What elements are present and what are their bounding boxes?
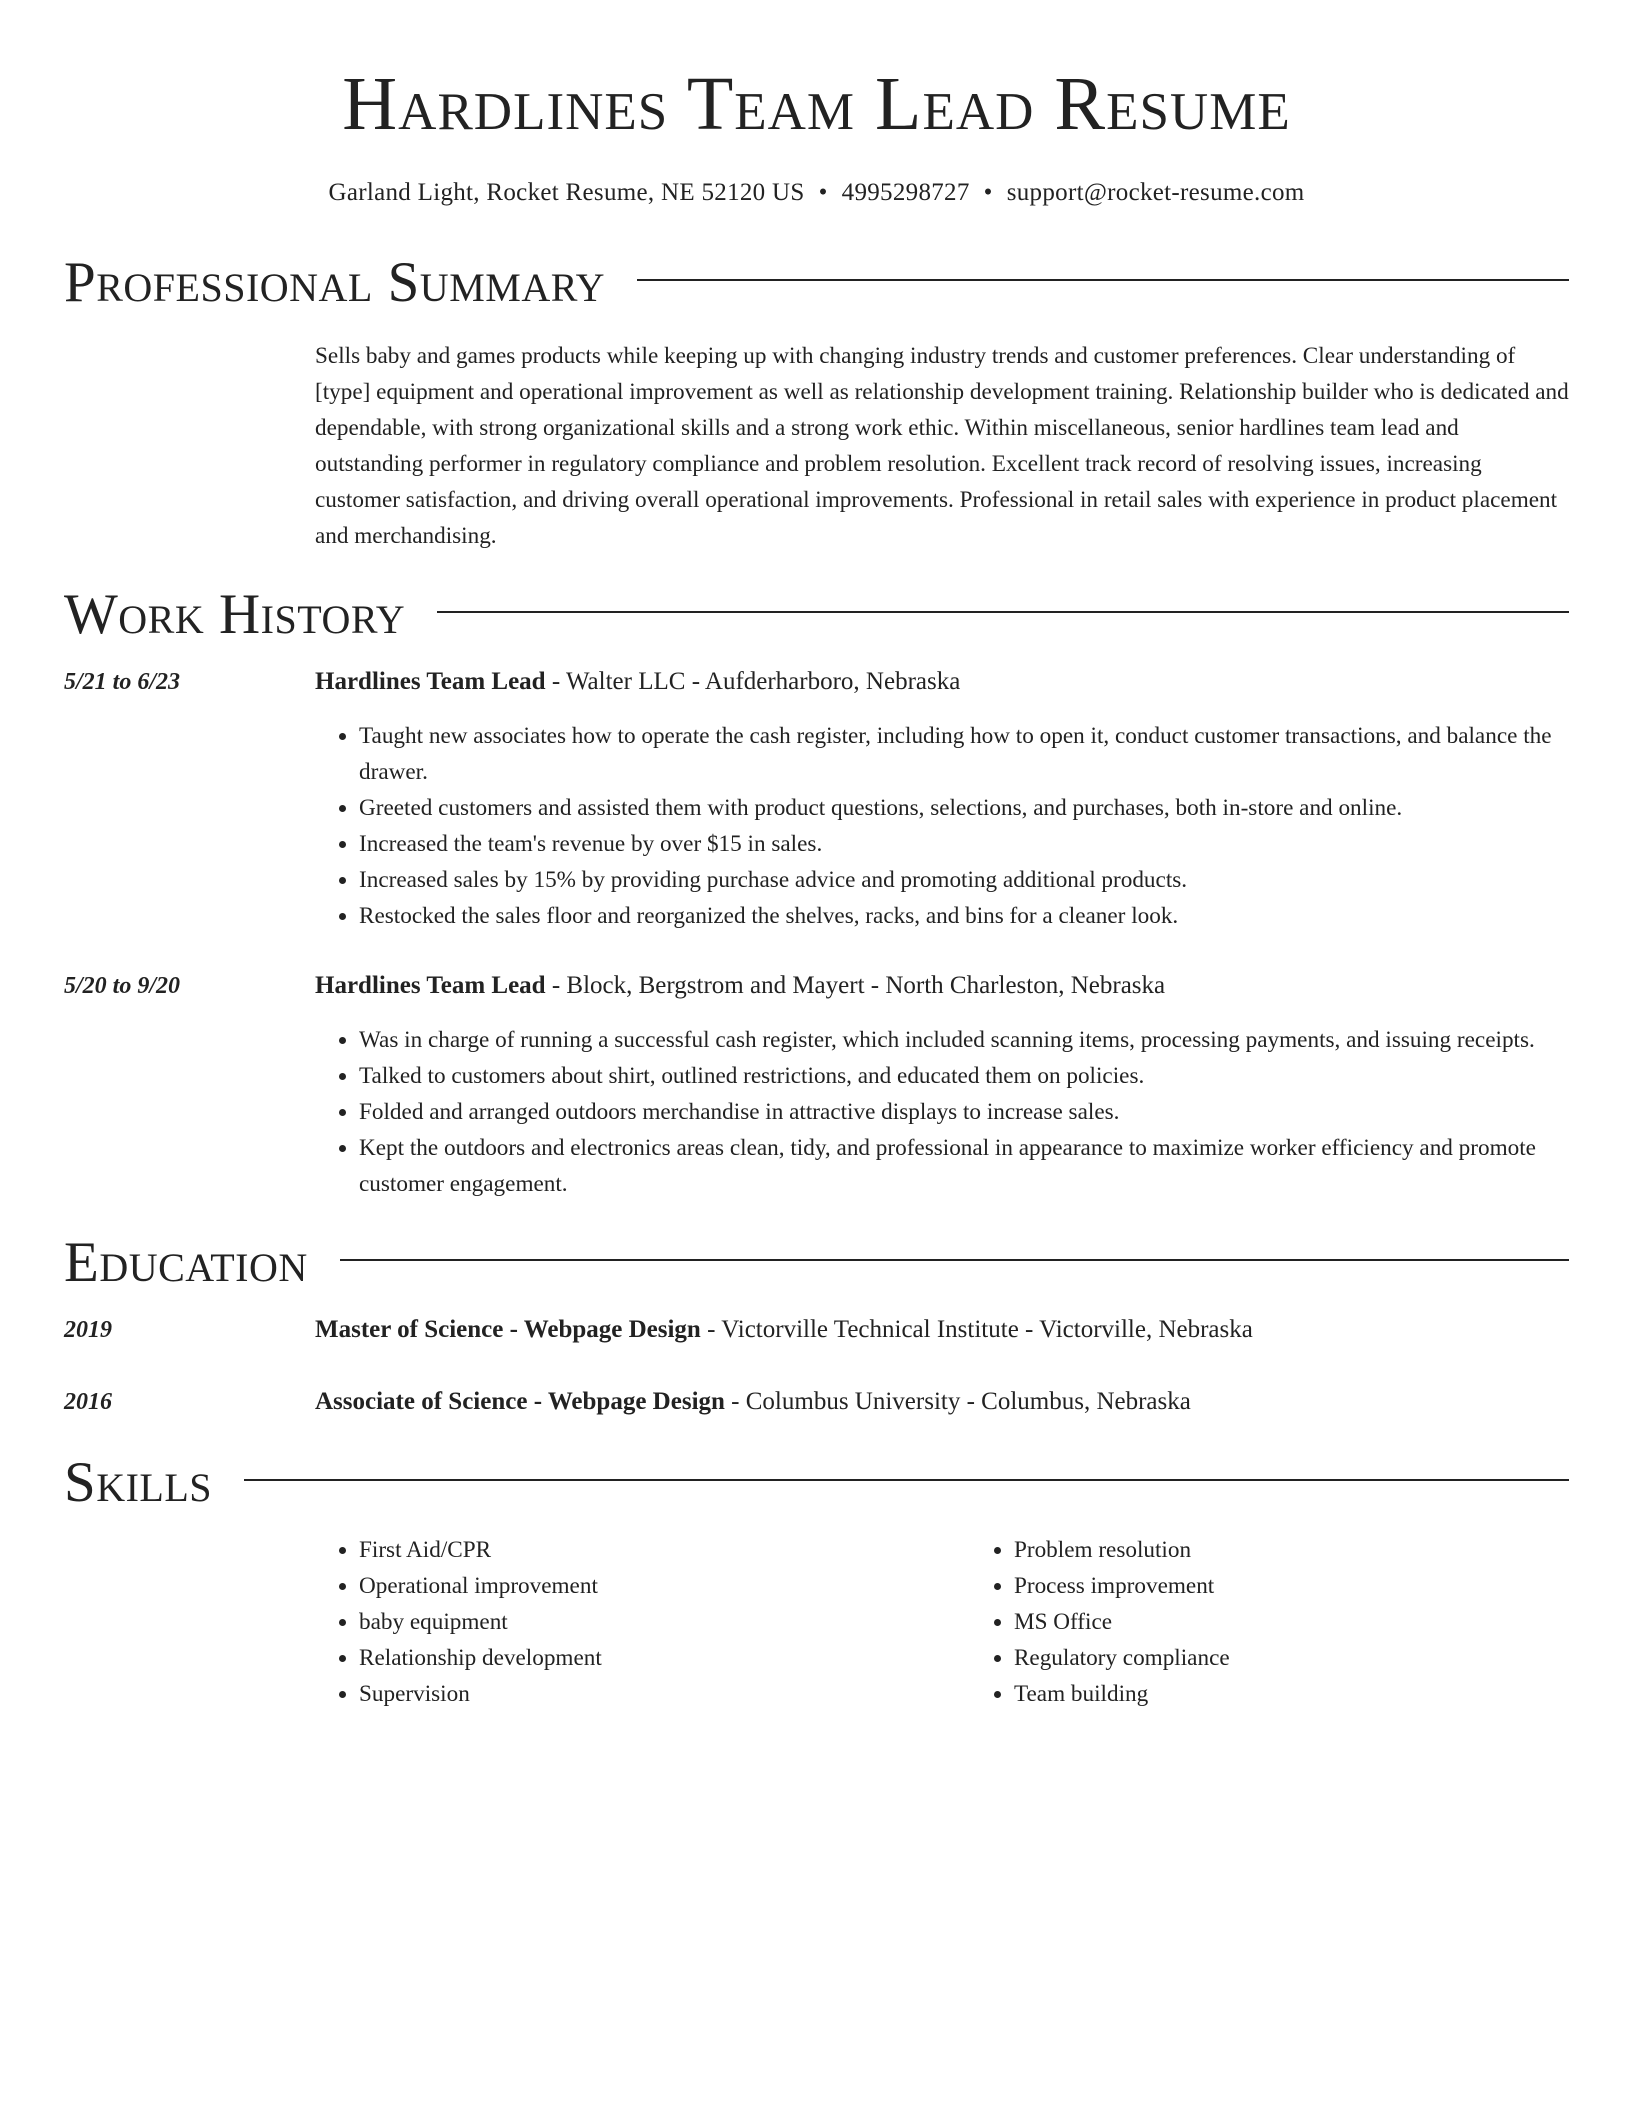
job-bullet: • Increased the team's revenue by over $15 in sales. [359,826,1569,862]
education-entry [64,1312,1569,1348]
education-school: - Columbus University - Columbus, Nebraska [724,1388,1191,1415]
education-degree: Associate of Science - Webpage Design [315,1388,725,1415]
skills-heading: Skills [64,1451,213,1514]
job-dates: 5/20 to 9/20 [64,973,181,999]
job-dates: 5/21 to 6/23 [64,669,181,695]
job-bullet: • Increased sales by 15% by providing purchase advice and promoting additional products. [359,862,1569,898]
education-detail [315,1384,1191,1420]
summary-section-header [64,248,1569,318]
skill-item: • baby equipment [359,1604,924,1640]
job-title: Hardlines Team Lead [315,972,546,999]
skill-item: • Relationship development [359,1640,924,1676]
education-year: 2016 [64,1389,112,1415]
contact-address: Garland Light, Rocket Resume, NE 52120 US [328,179,805,206]
resume-page [64,0,1569,1712]
education-school: - Victorville Technical Institute - Victorville, Nebraska [700,1316,1253,1343]
job-title-line [315,664,1569,700]
job-entry [64,968,1569,1202]
job-employer: - Block, Bergstrom and Mayert - North Charleston, Nebraska [545,972,1166,999]
contact-line [64,178,1569,208]
education-heading: Education [64,1231,308,1294]
education-section-header [64,1228,1569,1298]
skills-section-header [64,1448,1569,1518]
skills-column-right [970,1532,1569,1712]
job-entry [64,664,1569,934]
job-bullet: • Restocked the sales floor and reorganized the shelves, racks, and bins for a cleaner look. [359,898,1569,934]
section-divider [637,279,1569,281]
work-heading: Work History [64,583,406,646]
skills-column-left [315,1532,924,1712]
job-body [315,664,1569,934]
skill-item: • Team building [1014,1676,1569,1712]
job-bullet: • Taught new associates how to operate the cash register, including how to open it, conduct customer transactions, and balance the drawer. [359,718,1569,790]
job-bullet: • Talked to customers about shirt, outlined restrictions, and educated them on policies. [359,1058,1569,1094]
contact-separator: • [818,179,828,206]
job-bullet: • Greeted customers and assisted them with product questions, selections, and purchases, both in-store and online. [359,790,1569,826]
contact-email: support@rocket-resume.com [1006,179,1305,206]
contact-separator: • [983,179,993,206]
job-employer: - Walter LLC - Aufderharboro, Nebraska [545,668,961,695]
contact-phone: 4995298727 [841,179,970,206]
resume-title: Hardlines Team Lead Resume [342,62,1291,146]
job-bullet: • Folded and arranged outdoors merchandise in attractive displays to increase sales. [359,1094,1569,1130]
education-degree: Master of Science - Webpage Design [315,1316,701,1343]
job-bullets [315,718,1569,934]
job-bullet: • Was in charge of running a successful cash register, which included scanning items, processing payments, and issuing receipts. [359,1022,1569,1058]
skill-item: • Regulatory compliance [1014,1640,1569,1676]
job-body [315,968,1569,1202]
education-year: 2019 [64,1317,112,1343]
section-divider [437,611,1569,613]
skill-item: • MS Office [1014,1604,1569,1640]
education-entry [64,1384,1569,1420]
skill-item: • Supervision [359,1676,924,1712]
education-detail [315,1312,1253,1348]
summary-text: Sells baby and games products while keeping up with changing industry trends and customer preferences. Clear understanding of [type] equipment and operational improvement as well as relationship development training. Relationship builder who is dedicated and dependable, with strong organizational skills and a strong work ethic. Within miscellaneous, senior hardlines team lead and outstanding performer in regulatory compliance and problem resolution. Excellent track record of resolving issues, increasing customer satisfaction, and driving overall operational improvements. Professional in retail sales with experience in product placement and merchandising. [315,343,1569,549]
summary-heading: Professional Summary [64,251,606,314]
skills-list [315,1532,1569,1712]
section-divider [340,1259,1569,1261]
job-title: Hardlines Team Lead [315,668,546,695]
skill-item: • Problem resolution [1014,1532,1569,1568]
job-title-line [315,968,1569,1004]
skill-item: • Process improvement [1014,1568,1569,1604]
section-divider [244,1479,1569,1481]
job-bullets [315,1022,1569,1202]
skill-item: • First Aid/CPR [359,1532,924,1568]
skill-item: • Operational improvement [359,1568,924,1604]
job-bullet: • Kept the outdoors and electronics areas clean, tidy, and professional in appearance to maximize worker efficiency and promote customer engagement. [359,1130,1569,1202]
work-section-header [64,580,1569,650]
